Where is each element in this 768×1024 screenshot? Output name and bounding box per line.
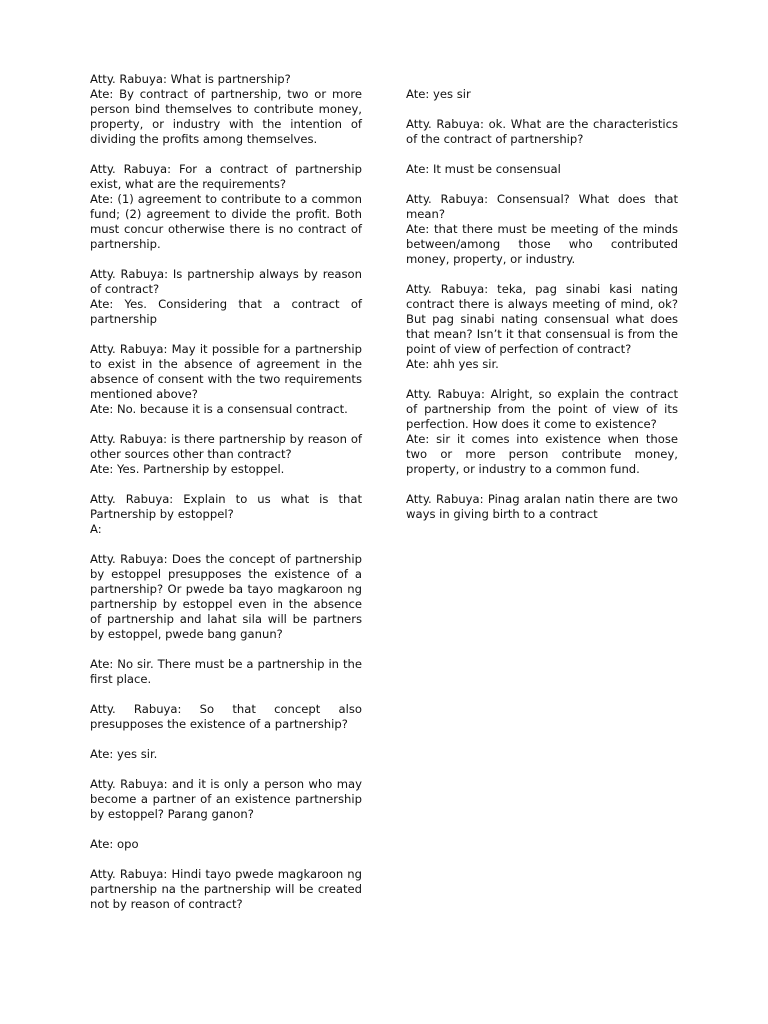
dialogue-block bbox=[90, 867, 362, 912]
dialogue-line: Ate: No sir. There must be a partnership in the first place. bbox=[90, 657, 362, 686]
dialogue-line: Atty. Rabuya: Alright, so explain the contract of partnership from the point of view of its perfection. How does it come to existence? bbox=[406, 387, 678, 431]
dialogue-block bbox=[90, 492, 362, 537]
dialogue-block bbox=[90, 747, 362, 762]
dialogue-block bbox=[406, 117, 678, 147]
dialogue-line: Ate: yes sir bbox=[406, 87, 471, 101]
dialogue-line: Atty. Rabuya: Consensual? What does that mean? bbox=[406, 192, 678, 221]
dialogue-line: Atty. Rabuya: For a contract of partnership exist, what are the requirements? bbox=[90, 162, 362, 191]
dialogue-block bbox=[90, 432, 362, 477]
dialogue-line: Ate: sir it comes into existence when those two or more person contribute money, property, or industry to a common fund. bbox=[406, 432, 678, 476]
dialogue-line: Atty. Rabuya: ok. What are the characteristics of the contract of partnership? bbox=[406, 117, 678, 146]
dialogue-line: Ate: yes sir. bbox=[90, 747, 158, 761]
dialogue-line: Atty. Rabuya: What is partnership? bbox=[90, 72, 291, 86]
dialogue-line: Ate: (1) agreement to contribute to a common fund; (2) agreement to divide the profit. Both must concur otherwise there is no contract of partnership. bbox=[90, 192, 362, 251]
dialogue-line: Ate: opo bbox=[90, 837, 139, 851]
dialogue-line: Atty. Rabuya: Pinag aralan natin there are two ways in giving birth to a contract bbox=[406, 492, 678, 521]
dialogue-line: A: bbox=[90, 522, 102, 536]
dialogue-block bbox=[406, 192, 678, 267]
dialogue-block bbox=[406, 492, 678, 522]
dialogue-block bbox=[406, 87, 678, 102]
dialogue-block bbox=[90, 72, 362, 147]
dialogue-line: Atty. Rabuya: is there partnership by reason of other sources other than contract? bbox=[90, 432, 362, 461]
dialogue-block bbox=[90, 777, 362, 822]
dialogue-line: Atty. Rabuya: Explain to us what is that Partnership by estoppel? bbox=[90, 492, 362, 521]
dialogue-block bbox=[90, 702, 362, 732]
dialogue-block bbox=[90, 162, 362, 252]
dialogue-block bbox=[406, 282, 678, 372]
dialogue-block bbox=[90, 837, 362, 852]
column-top-spacer bbox=[406, 72, 678, 87]
dialogue-line: Atty. Rabuya: Hindi tayo pwede magkaroon ng partnership na the partnership will be created not by reason of contract? bbox=[90, 867, 362, 911]
dialogue-block bbox=[90, 657, 362, 687]
dialogue-line: Ate: No. because it is a consensual contract. bbox=[90, 402, 348, 416]
dialogue-block bbox=[406, 387, 678, 477]
left-column bbox=[90, 72, 362, 927]
right-column bbox=[406, 72, 678, 537]
dialogue-line: Ate: that there must be meeting of the minds between/among those who contributed money, property, or industry. bbox=[406, 222, 678, 266]
dialogue-line: Atty. Rabuya: May it possible for a partnership to exist in the absence of agreement in the absence of consent with the two requirements mentioned above? bbox=[90, 342, 362, 401]
dialogue-block bbox=[406, 162, 678, 177]
dialogue-line: Ate: Yes. Partnership by estoppel. bbox=[90, 462, 285, 476]
dialogue-line: Atty. Rabuya: Is partnership always by reason of contract? bbox=[90, 267, 362, 296]
dialogue-line: Atty. Rabuya: and it is only a person who may become a partner of an existence partnership by estoppel? Parang ganon? bbox=[90, 777, 362, 821]
dialogue-line: Ate: By contract of partnership, two or more person bind themselves to contribute money, property, or industry with the intention of dividing the profits among themselves. bbox=[90, 87, 362, 146]
dialogue-line: Atty. Rabuya: teka, pag sinabi kasi nating contract there is always meeting of mind, ok? But pag sinabi nating consensual what does that mean? Isn’t it that consensual is from the point of view of perfection of contract? bbox=[406, 282, 678, 356]
dialogue-line: Ate: ahh yes sir. bbox=[406, 357, 499, 371]
dialogue-line: Ate: Yes. Considering that a contract of partnership bbox=[90, 297, 362, 326]
dialogue-block bbox=[90, 267, 362, 327]
dialogue-line: Ate: It must be consensual bbox=[406, 162, 561, 176]
dialogue-block bbox=[90, 342, 362, 417]
dialogue-line: Atty. Rabuya: Does the concept of partnership by estoppel presupposes the existence of a partnership? Or pwede ba tayo magkaroon ng partnership by estoppel even in the absence of partnership and lahat sila will be partners by estoppel, pwede bang ganun? bbox=[90, 552, 362, 641]
dialogue-block bbox=[90, 552, 362, 642]
dialogue-line: Atty. Rabuya: So that concept also presupposes the existence of a partnership? bbox=[90, 702, 362, 731]
